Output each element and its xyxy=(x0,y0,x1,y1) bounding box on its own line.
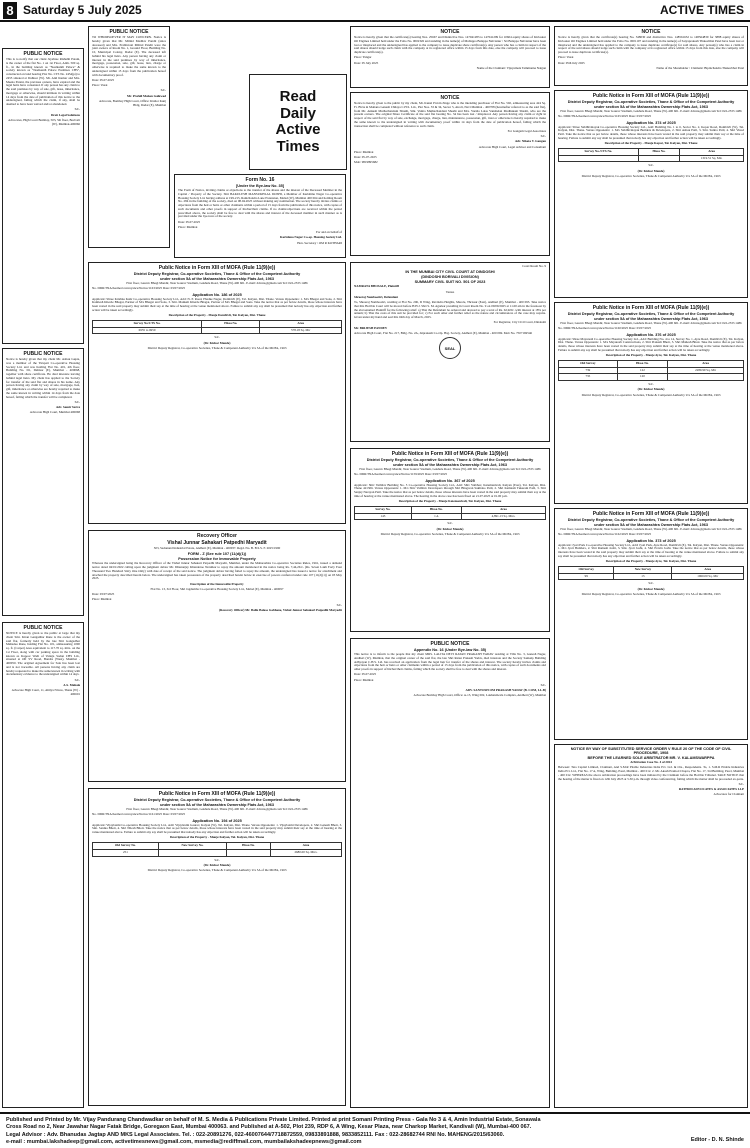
notice-sign: Sd/- xyxy=(648,382,654,387)
col-header: Hissa No. xyxy=(202,320,260,327)
property-table xyxy=(558,566,744,581)
notice-lawyer: For Gangam Legal Associates xyxy=(507,128,546,133)
notice-date: Date: 05-07-2025 xyxy=(354,155,377,160)
property-table xyxy=(558,148,744,163)
notice-address: Advocate, Bombay High Court, Office: Kishor Kunj Bldg, Dadar (E), Mumbai xyxy=(98,98,166,107)
notice-role: District Deputy Registrar, Co-operative Societies, Thane & Competent Authority U/s 5A of the MOFA, 1963 xyxy=(147,345,287,350)
notice-sign: Sd/- xyxy=(336,602,342,607)
notice-a10 xyxy=(88,788,346,1106)
notice-subtitle: [Under the Bye-law No. 35] xyxy=(235,184,285,188)
notice-body: This notice is to inform to the people that my client MRS. LALITA DEVI RATAN PRAKASH YADAV residing at Villa No. 3, Ganesh Nagar, Andheri (W), Mumbai, that the original owner of the said flat, the late Shri Ratan Prakash Yadav, died intestate and the Society Sankalp Building Adhyayan C.H.S. Ltd. has received an application from the legal heir for transfer of the shares and interest. The society hereby invites claims and objections from the heir or heirs or other claimants within a period of 15 days from the publication of this notice, with copies of such documents and other proofs in support of his/her/their claims, failing which the society shall be free to deal with the shares and interest. xyxy=(354,652,546,672)
notice-number: No. DDR/TNA/deemed conveyance/Notice/1162/2025 Date: 03/07/2025 xyxy=(558,532,652,537)
promo-line-3: Active xyxy=(275,121,321,138)
notice-body: Applicant: Shree Krishna Kutir Co-operative Housing Society Ltd., Add: N. P. Road, Phadke Nagar, Dombivli (E), Tal. Kalyan, Dist. Thane. Versus Opponents: 1. M/s Bhagat and Sons, 2. Shri Kamlesh Kherde Bhagat, Partner of M/s Bhagat and Sons, 3. Smt. Mankali Kherde Bhagat, Partner of M/s Bhagat and Sons. Take the notice that as per below details, those whose interests have been vested in the said property may submit their say at the time of hearing at the venue mentioned above. Failure to submit any say shall be presumed that nobody has any objection and further action will be taken accordingly. xyxy=(92,296,342,312)
col-header: Survey No./CTS No. xyxy=(559,148,639,155)
notice-application: Application No. 367 of 2025 xyxy=(425,478,475,483)
col-header: Old Survey xyxy=(559,566,614,573)
notice-name: (Dr. Kishor Mande) xyxy=(203,862,231,867)
notice-office-address: First floor, Gaurav Bhagi Mandir, Near Gaurav Stadium, Gokhale Road, Thane (W)-400 601. E-mail: ddr.tna@gmail.com Tel: 022-2533 1486 xyxy=(126,807,308,811)
table-cell: 1 A xyxy=(411,513,461,520)
notice-subtitle-2: under section 5A of the Maharashtra Ownership Flats Act, 1963 xyxy=(160,803,274,807)
registrar: For Registrar, City Civil Court, Dindoshi xyxy=(493,320,546,325)
notice-a7 xyxy=(350,92,550,256)
table-cell: 578.18 Sq. Mtr xyxy=(260,327,342,334)
notice-name: RATHOD ADVOCATES & ASSOCIATES LLP xyxy=(678,787,744,792)
versus: Versus xyxy=(445,289,455,294)
table-row xyxy=(559,573,744,580)
notice-application: Application No. 194 of 2025 xyxy=(192,818,242,823)
notice-role: District Deputy Registrar, Co-operative Societies, Thane & Competent Authority U/s 5A of the MOFA, 1963 xyxy=(581,392,721,397)
court-room: Court Room No. 9 xyxy=(522,264,546,268)
notice-title: PUBLIC NOTICE xyxy=(109,29,149,35)
court-title: IN THE MUMBAI CITY CIVIL COURT AT DINDOSHI xyxy=(405,270,495,275)
notice-a18 xyxy=(554,744,748,1108)
col-header: Old Survey xyxy=(559,360,618,367)
col-header: Hissa No. xyxy=(638,148,679,155)
notice-sign: Sd/- xyxy=(160,88,166,93)
notice-address: Advocates, High Court Bombay, 503, 5th floor, Borivali (W), Mumbai-400066 xyxy=(8,117,80,126)
notice-title: PUBLIC NOTICE xyxy=(23,351,63,357)
col-header: Survey No/CTS No. xyxy=(93,320,202,327)
notice-body: Applicant: Shree Siddhivinayak Co-operative Housing Society Ltd., Add: Building No. 1 to 6, Sector No. 2, Kopar Road, Dombivli (W), Tal. Kalyan, Dist. Thane. Versus Opponents: 1. M/s Siddhivinayak Builders & Developers, 2. Shri Ashok Patil, 3. Smt. Sunita Patil, 4. Shri Vinod Patil. Take the notice that as per below details, those whose interests have been vested in the said property may submit their say at the time of hearing. Failure to submit any say shall be presumed that nobody has any objection and further action will be taken accordingly. xyxy=(558,124,744,140)
notice-title: PUBLIC NOTICE xyxy=(23,51,63,57)
notice-body: Applicant: Jyoti Park Co-operative Housing Society Ltd., Add: Jyoti Park, Ayre Road, Dombivli (E), Tal. Kalyan, Dist. Thane. Versus Opponents: 1. M/s Jyoti Builders, 2. Shri Ramesh Joshi, 3. Smt. Jyoti Joshi, 4. Shri Pravin Joshi. Take the notice that as per below details, those whose interests have been vested in the said property may submit their say at the time of hearing at the venue mentioned above. Failure to submit any say shall be presumed that nobody has any objection and further action will be taken accordingly. xyxy=(558,542,744,558)
notice-address: Advocate High Court, Legal Advisor and Consultant xyxy=(478,144,546,149)
notice-office-address: First floor, Gaurav Bhagi Mandir, Near Gaurav Stadium, Gokhale Road, Thane (W)-400 601. E-mail: ddr.tna@gmail.com Tel: 022-2533 1486 xyxy=(359,467,541,471)
plaintiff: NAMRATA BHOSALE, Plaintiff xyxy=(354,284,399,289)
notice-title: NOTICE xyxy=(440,95,460,101)
notice-title: Recovery Officer xyxy=(196,533,238,539)
notice-name: (Dr. Kishor Mande) xyxy=(203,340,231,345)
notice-place: Place: Mumbai xyxy=(178,224,198,229)
notice-title: NOTICE BY WAY OF SUBSTITUTED SERVICE ORDER V RULE 20 OF THE CODE OF CIVIL PROCEDURE, 1908 xyxy=(570,747,732,755)
notice-title-2: Vishal Junnar Sahakari Patpedhi Maryadit xyxy=(167,540,267,546)
property-description: Description of the Property - Mauje Katemanivali, Tal. Kalyan, Dist. Thane xyxy=(398,499,502,504)
notice-sign: Sd/- xyxy=(447,521,453,526)
property-table xyxy=(92,842,342,857)
notice-subtitle-2: under section 5A of the Maharashtra Ownership Flats Act, 1963 xyxy=(594,105,708,109)
notice-sign: Sd/- xyxy=(74,677,80,682)
notice-name: Droit Legal Solutions xyxy=(51,112,80,117)
notice-sign: Sd/- xyxy=(74,107,80,112)
notice-a6 xyxy=(350,26,550,88)
court-seal: SEAL xyxy=(439,337,461,359)
table-cell: 735 xyxy=(559,374,618,381)
notice-subtitle-2: under section 5A of the Maharashtra Ownership Flats Act, 1963 xyxy=(160,277,274,281)
notice-a5 xyxy=(174,174,346,258)
notice-application: Application No. 374 of 2025 xyxy=(626,120,676,125)
notice-place: Place: Mumbai xyxy=(92,597,112,602)
notice-body: Applicant: Shree Mayuresh Co-operative Housing Society Ltd., Add: Building No. 4 to 14, Survey No. 1, Ayre Road, Dombivli (E), Tal. Kalyan, Dist. Thane. Versus Opponents: 1. M/s Mayuresh Constructions, 2. Shri Prakash Bhoir, 3. Shri Mahesh Bhoir. Take the notice that as per below details, those whose interests have been vested in the said property may submit their say at the time of hearing at the venue mentioned above. Failure to submit any say shall be presumed that nobody has any objection and further action will be taken accordingly. xyxy=(558,336,744,352)
property-table xyxy=(92,320,342,335)
property-description: Description of the Property - Mauje Kopar, Tal. Kalyan, Dist. Thane xyxy=(604,141,698,146)
table-cell xyxy=(559,155,639,162)
notice-a4 xyxy=(88,26,170,248)
col-header: Area xyxy=(461,506,545,513)
court-division: (DINDOSHI BORIVALI DIVISION) xyxy=(421,275,479,280)
notice-body: NOTICE is hereby given to the public at large that my client Smt. Kiran Gangadhar Rane is the owner of the said flat, formerly held by the late Shri Gangadhar Mahadeo Rane, holding Flat No. 101, admeasuring 1000 sq. ft. (Carpet) Area equivalent to 117.70 sq. mtrs. on the 1st Floor, along with car parking space in the building known as Kapoor Wadi of Vaiteja Sadan CHS Ltd., situated at Off SV Road, Bandra (West), Mumbai - 400050. The original Agreement for Sale has been lost and is not traceable. All persons having any claim are hereby requested to make the same known in writing with documentary evidence to the undersigned within 14 days. xyxy=(6,631,80,677)
notice-a13 xyxy=(350,638,550,1108)
table-cell: 4,891.13 Sq. Mtrs. xyxy=(461,513,545,520)
promo-line-4: Times xyxy=(276,137,320,155)
table-cell xyxy=(668,374,744,381)
page-header xyxy=(0,0,750,22)
notice-title: Public Notice in Form XIII of MOFA (Rule 11(9)(e)) xyxy=(158,265,276,271)
table-cell xyxy=(202,327,260,334)
notice-a1 xyxy=(2,48,84,344)
table-row xyxy=(93,849,342,856)
suit-number: SUMMARY CIVIL SUIT NO. 501 OF 2023 xyxy=(414,280,486,285)
notice-name: Mr. Prafull Mohan Gaikwad xyxy=(126,93,166,98)
table-cell: 6955 to 6959 xyxy=(93,327,202,334)
notice-body: Notice is hereby given that the certificate(s) bearing Nos. 25667 and Distinctive Nos. 147041283 to 147041299 for 10604 equity shares of Kirloskar Oil Engines Limited held under the Folio No. 0002326 and standing in the name(s) of Mallappa Balappa Nalvtanur / Sri Balappa Nalvtanur have been lost or misplaced and the undersigned has applied to the company to issue duplicate share certificate(s). Any person who has a claim in respect of the said shares should lodge such claim with the company at its registered office within 15 days from this date, else the company will proceed to issue duplicate certificate(s). xyxy=(354,35,546,55)
notice-role: District Deputy Registrar, Co-operative Societies, Thane & Competent Authority U/s 5A of the MOFA, 1963 xyxy=(581,591,721,596)
col-header: Hissa No. xyxy=(617,360,668,367)
notice-subtitle-2: under section 5A of the Maharashtra Ownership Flats Act, 1963 xyxy=(594,317,708,321)
property-table xyxy=(354,506,546,521)
col-header: New Survey xyxy=(614,566,672,573)
notice-title: Public Notice in Form XIII of MOFA (Rule 11(9)(e)) xyxy=(592,305,710,311)
notice-role: District Deputy Registrar, Co-operative Societies, Thane & Competent Authority U/s 5A of the MOFA, 1963 xyxy=(581,173,721,178)
notice-a16 xyxy=(554,302,748,504)
table-cell: 739 xyxy=(559,367,618,374)
notice-name: Name of the Claimant: Vijayamala Tammanna Nalgan xyxy=(476,65,546,70)
notice-place: Place: Mumbai xyxy=(354,677,374,682)
notice-name: (Dr. Kishor Mande) xyxy=(637,168,665,173)
table-cell: 2289.99 Sq. Mtr xyxy=(668,367,744,374)
notice-title: PUBLIC NOTICE xyxy=(430,641,470,647)
col-header: Hissa No. xyxy=(411,506,461,513)
property-table xyxy=(558,360,744,381)
notice-form: FORM - Z (See rule 107 (11(d)(1)) xyxy=(187,552,247,557)
property-detail: Flat No. 13, 3rd Floor, Shri Jagdamba Co-operative Housing Society Ltd., Malad (E), Mumbai - 400097 xyxy=(150,586,284,591)
notice-body: This is to notify that our client Jayshree Rishabh Patani, is the owner of the flat No. 1 on 1st Floor, Adm. 500 sq. ft., in the building known as "Neelkanth Palace" & society known as "Neelkanth Palace Premises CHS", constructed on land bearing Plot No. CTS No. 2454(pt) to 2455 situated at Dahisar (W). Mr. Anil Kumar and Mrs. Meena Patani, the previous owners, have expired and the legal heirs have consented. If any person has any claim to the said premises by way of sale, gift, lease, inheritance, mortgage or otherwise, should intimate in writing within 14 days from the date of publication of this notice to the undersigned, failing which the claim, if any, shall be deemed to have been waived and/or abandoned. xyxy=(6,57,80,107)
issue-date: Saturday 5 July 2025 xyxy=(23,3,142,17)
notice-office-address: First floor, Gaurav Bhagi Mandir, Near Gaurav Stadium, Gokhale Road, Thane (W)-400 601. E-mail: ddr.tna@gmail.com Tel: 022-2533 1486 xyxy=(560,109,742,113)
notice-body: TO WHOMSOEVER IT MAY CONCERN. Notice is hereby given that Mr. Milind Madhav Pandit (since deceased) and Mrs. Prabhavati Milind Pandit were the joint owners of Room No. 1, Ground Floor, Building No. 10, Municipal Colony, Dadar (E). The deceased left behind his legal heirs. Any person having any claim or interest in the said premises by way of inheritance, mortgage, possession, sale, gift, lease, lien, charge or otherwise is required to make the same known to the undersigned within 15 days from the publication hereof with documentary proof. xyxy=(92,35,166,77)
notice-secretary: Hon. Secretary / OM R KOTHARI xyxy=(297,240,342,245)
notice-sign: Sd/- xyxy=(74,399,80,404)
notice-place: Place: Vasai xyxy=(92,83,108,88)
notice-name: Name of the Shareholder / Claimant: Bipinchandra Thakorbhai Patel xyxy=(656,65,744,70)
notice-role: District Deputy Registrar, Co-operative Societies, Thane & Competent Authority U/s 5A of the MOFA, 1963 xyxy=(380,531,520,536)
notice-body: Applicant: Vijaylaxmi Co-operative Housing Society Ltd., Add: Vijaylaxmi Gaurav, Kalyan (W), Tal. Kalyan, Dist. Thane. Versus Opponents: 1. Vijaylaxmi Developers, 2. Shri Ganesh Bhoir, 3. Smt. Sanika Bhoir, 4. Shri Nilesh Bhoir. Take the notice that as per below details, those whose interests have been vested in the said property may submit their say at the time of hearing at the venue mentioned above. Failure to submit any say shall be presumed that nobody has any objection and further action will be taken accordingly. xyxy=(92,822,342,835)
notice-name: Adv. Niketa V. Gangan xyxy=(514,139,546,144)
publisher-footer xyxy=(0,1112,750,1148)
notice-title: NOTICE xyxy=(641,29,661,35)
table-cell: 99 xyxy=(559,573,614,580)
notice-office-address: First floor, Gaurav Bhagi Mandir, Near Gaurav Stadium, Gokhale Road, Thane (W)-400 601. E-mail: ddr.tna@gmail.com Tel: 022-2533 1486 xyxy=(560,321,742,325)
col-header: Survey No. xyxy=(355,506,412,513)
col-header: Hissa No. xyxy=(227,843,271,850)
notice-subtitle: District Deputy Registrar, Co-operative Societies, Thane & Office of the Competent Authority xyxy=(366,458,534,462)
notice-subtitle: District Deputy Registrar, Co-operative Societies, Thane & Office of the Competent Authority xyxy=(567,100,735,104)
masthead-name: ACTIVE TIMES xyxy=(659,3,744,17)
notice-number: No. DDR/TNA/deemed conveyance/Notice/1159/2025 Date: 03/07/2025 xyxy=(354,472,448,477)
col-header: Old Survey No. xyxy=(93,843,159,850)
notice-place: Place: Mumbai xyxy=(354,149,374,154)
notice-date: Date: 05.07.2025 xyxy=(92,77,115,82)
page-number: 8 xyxy=(3,2,17,19)
notice-sign: For and on behalf of xyxy=(315,230,342,235)
notice-subtitle: BEFORE THE LEARNED SOLE ARBITRATOR MR. V. KALAMSWARPPA xyxy=(587,756,715,760)
col-header: Area xyxy=(270,843,341,850)
footer-line-3: Legal Advisor : Adv. Bhanudas Jagtap AND MKS Legal Associates. Tel. : 022-20891276, 022-46007644/7718872559, 09833891888, 9833852111. Fax : 022-28682744 RNI No. MAHENG/2015/63060. xyxy=(6,1131,505,1138)
defendant: Shreeraj Nambootiri, Defendant xyxy=(354,294,399,299)
notice-a17 xyxy=(554,508,748,740)
table-cell: 2680.00 Sq. Mtrs. xyxy=(270,849,341,856)
notice-sign: Sd/- xyxy=(214,857,220,862)
notice-body: Notice is hereby given to the public by my client, Mr. Kunal Pravin Zinge who is the intending purchaser of Flat No. 502, admeasuring area 424 Sq. Ft. BUA in Mohana Ganesh Chhaya C.H.S. Ltd., Plot Nos. 33 & 34, Sector 5, Airoli, Navi Mumbai - 400708 (hereinafter referred to as the said flat), from Mr. Ankush Muthachandani Shashi, Smt. Vanita Muthachandani Shashi and Mrs. Varsha Lalas Vanshelan Madhukant Shashi, who are the present owners. The original Share Certificate of the said flat bearing No. 34 has been lost / misplaced. Any person having any claim or right in respect of the said flat by way of sale, exchange, mortgage, charge, lien, maintenance, possession, gift, trust or otherwise is hereby required to make the same known to the undersigned in writing with documentary proof within 14 days from the date of publication hereof, failing which the transaction shall be completed without reference to such claim. xyxy=(354,101,546,128)
table-row xyxy=(559,367,744,374)
notice-a8 xyxy=(88,262,346,524)
notice-body: To, Shreeraj Nambootiri, residing at Flat No. 206, D Wing, Ravindra Heights, Marole, Thrissur (East), Andheri (E), Mumbai - 400 093. Take notice that this Hon'ble Court will be moved before H.H.J. Shri S. M. Agarkar presiding in Court Room No. 9 on 09/09/2025 at 11.00 am in the forenoon by the abovenamed Plaintiff for the following relief: a) That the Defendant be ordered and decreed to pay a total of Rs. 62,920/- with interest at 18% per annum; b) That the costs of this suit be provided for; c) For such other and further relief as the nature and circumstances of the case may require. Given under my hand and seal this 04th day of March, 2025. xyxy=(354,300,546,320)
table-cell: 120 xyxy=(617,374,668,381)
notice-subtitle: District Deputy Registrar, Co-operative Societies, Thane & Office of the Competent Authority xyxy=(567,518,735,522)
notice-date: Date: 05.07.2025 xyxy=(178,219,201,224)
notice-date: Date: 05th July 2025 xyxy=(558,60,585,65)
property-description: Description of the Immovable Property xyxy=(190,581,244,586)
notice-body: Applicant: Shiv Vaibhav Building No. 5 Co-operative Housing Society Ltd., Add: Shiv Vaibhav, Katemanivali, Kalyan (East), Tal. Kalyan, Dist. Thane 421306. Versus Opponents: 1. M/s Shiv Vaibhav Developers through Shri Bhagwan Sukhdeo Patil, 2. Shri Kamlesh Tukaram Patil, 3. Shri Sanjay Narayan Patil. Take the notice that as per below details, those whose interests have been vested in the said property may submit their say at the time of hearing at the venue mentioned above. The hearing in the above case has been fixed on 21.07.2025 at 01.00 p.m. xyxy=(354,482,546,498)
notice-place: Place: Yangar xyxy=(354,55,372,60)
promo-line-1: Read xyxy=(279,88,317,105)
promo-read-daily-active-times xyxy=(249,74,347,170)
notice-address: Advocate High Court, Mumbai 400068 xyxy=(29,410,80,415)
case-number: Arbitration Case No. 4 of 2024 xyxy=(630,760,672,764)
table-cell: 1960.00 Sq. Mtr xyxy=(672,573,744,580)
notice-date: Date: 05 July 2025 xyxy=(354,60,379,65)
notice-a12 xyxy=(350,448,550,632)
notice-subtitle-2: under section 5A of the Maharashtra Ownership Flats Act, 1963 xyxy=(393,463,507,467)
notice-application: Application No. 373 of 2025 xyxy=(626,538,676,543)
notice-number: No. DDR/TNA/deemed conveyance/Notice/1160/2025 Date: 03/07/2025 xyxy=(558,326,652,331)
notice-role: (Recovery Officer) Mr. Ballu Balaso Gabhane, Vishal Junnar Sahakari Patpedhi Maryadit xyxy=(219,607,342,612)
notice-subtitle: Possession Notice for Immovable Property xyxy=(178,557,256,562)
table-cell: 1319.51 Sq. Mtr. xyxy=(680,155,744,162)
advocate-address: Advocate High Court, Flat No. 217, Bldg. No. 2A, Jaiprakash Co-Op. Hsg. Society, Andheri (E), Mumbai - 400 069. Mob No. 7507169546 xyxy=(354,330,533,335)
notice-a15 xyxy=(554,90,748,298)
col-header: Area xyxy=(672,566,744,573)
notice-date: Date: 03/07/2025 xyxy=(92,592,115,597)
notice-date: Date: 05.07.2025 xyxy=(354,672,377,677)
notice-mobile: Mob: 9819895682 xyxy=(354,160,378,165)
notice-title: Public Notice in Form XIII of MOFA (Rule 11(9)(e)) xyxy=(592,511,710,517)
notice-body: Whereas the undersigned being the Recovery Officer of the Vishal Junnar Sahakari Patpedhi Maryadit, Mumbai, under the Maharashtra Co-operative Societies Rules, 1961, issued a demand notice dated 04/01/2022 calling upon the judgment debtor Mr. Dhananjay Khanderao Nerulkar to repay the amount mentioned in the notice being Rs. 7,44,261/- (Rs. Seven Lakh Forty Four Thousand Two Hundred Sixty One Only) with date of receipt of the said notice. The judgment debtor having failed to repay the amount, the undersigned has issued a notice for attachment and attached the property described herein below. The undersigned has taken possession of the property described herein below in exercise of powers conferred under rule 107 (11(d)(1)) on 03 May 2025. xyxy=(92,561,342,581)
table-row xyxy=(355,513,546,520)
table-cell xyxy=(158,849,226,856)
notice-a2 xyxy=(2,348,84,616)
notice-place: Place: Vasai xyxy=(558,55,574,60)
table-cell xyxy=(227,849,271,856)
notice-name: A.S. Mahale xyxy=(63,682,80,687)
col-header: Area xyxy=(668,360,744,367)
notice-sign: Sd/- xyxy=(648,581,654,586)
notice-a9 xyxy=(88,530,346,782)
notice-title: Public Notice in Form XIII of MOFA (Rule 11(9)(e)) xyxy=(592,93,710,99)
notice-subtitle: District Deputy Registrar, Co-operative Societies, Thane & Office of the Competent Authority xyxy=(133,798,301,802)
notice-a14 xyxy=(554,26,748,86)
footer-line-2: Cross Road no 2, Near Jawahar Nagar Fatak Bridge, Goregaon East, Mumbai 400063. and Published at A-502, Plot 239, RDP 6, A Wing, Kesar Plaza, near Charkop Market, Kandivali (W), Mumbai-400 067. xyxy=(6,1124,532,1131)
property-description: Description of the Property - Mauje Ayre, Tal. Kalyan, Dist. Thane xyxy=(605,353,697,358)
notice-sign: Sd/- xyxy=(540,134,546,139)
table-row xyxy=(93,327,342,334)
table-cell: 143 xyxy=(355,513,412,520)
notice-name: (Dr. Kishor Mande) xyxy=(637,586,665,591)
property-description: Description of the Property - Mauje Ayre, Tal. Kalyan, Dist. Thane xyxy=(605,559,697,564)
notice-office-address: 503, Sadanand Industrial Estate, Andheri (E), Mumbai - 400037. Regd. No. B. B.S.S. F. 2025/1990 xyxy=(153,546,281,550)
col-header: Area xyxy=(680,148,744,155)
notice-application: Application No. 376 of 2025 xyxy=(626,332,676,337)
notice-body: Notice is hereby given that the certificate(s) bearing No. 348030 and distinctive Nos. 148561632 to 148564839 for 3888 equity shares of Kirloskar Oil Engines Limited held under the Folio No. 0001107 and standing in the name(s) of Satyaprakash Thakorbhai Patel have been lost or misplaced and the undersigned has applied to the company to issue duplicate certificate(s) for said shares. Any person(s) who has a claim in respect of the said shares should lodge such claim with the company at its registered office within 15 days from this date, else the company will proceed to issue duplicate certificate(s). xyxy=(558,35,744,55)
notice-sign: Sd/- xyxy=(540,682,546,687)
notice-sign: Sd/- xyxy=(214,335,220,340)
notice-office-address: First floor, Gaurav Bhagi Mandir, Near Gaurav Stadium, Gokhale Road, Thane (W)-400 601. E-mail: ddr.tna@gmail.com Tel: 022-2533 1486 xyxy=(126,281,308,285)
notice-number: No. DDR/TNA/deemed conveyance/Notice/1165/2025 Date: 03/07/2025 xyxy=(558,114,652,119)
advocate-name: Mr. BRIJESH PANDEY xyxy=(354,325,388,330)
table-row xyxy=(559,155,744,162)
notice-address: Advocate Bombay High Court, Office: A-13, Wing 002, Lokhandwala Complex, Andheri (W), Mumbai xyxy=(413,693,546,698)
notice-role: District Deputy Registrar, Co-operative Societies, Thane & Competent Authority U/s 5A of the MOFA, 1963 xyxy=(147,868,287,873)
notice-title: Public Notice in Form XIII of MOFA (Rule 11(9)(e)) xyxy=(391,451,509,457)
notice-body: Between: Tata Capital Limited, Claimant, And S.M.R Pitable Industries India Pvt. Ltd. & Ors., Respondents. To, 1. S.M.R Pitable Industries India Pvt. Ltd., Flat No. 17 A, Wing, Building, Parel, Mumbai - 400 012. 2. Mr. Akash Pramod Chopra, Flat No. 17, 3rd Building, Parel, Mumbai - 400 012. WHEREAS the above Arbitration proceedings have been initiated by the Claimant before the Hon'ble Tribunal. TAKE NOTICE that the hearing of the matter is fixed on 12th July 2025 at 5.30 p.m. through video conferencing, failing which the matter shall be proceeded ex-parte. xyxy=(558,765,744,781)
col-header: Area xyxy=(260,320,342,327)
notice-a3 xyxy=(2,622,84,1108)
footer-line-1: Published and Printed by Mr. Vijay Pandurang Chandwadkar on behalf of M. S. Media & Publications Private Limited. Printed at print Somani Printing Press - Gala No 3 & 4, Amin Industrial Estate, Sonawala xyxy=(6,1117,541,1123)
notice-subtitle: District Deputy Registrar, Co-operative Societies, Thane & Office of the Competent Authority xyxy=(567,312,735,316)
notice-title: PUBLIC NOTICE xyxy=(23,625,63,631)
notice-name: Karishma Nagar Co-op. Housing Society Ltd. xyxy=(279,235,342,240)
notice-sign: Sd/- xyxy=(648,163,654,168)
notice-number: No. DDR/TNA/deemed conveyance/Notice/1163/2025 Date: 03/07/2025 xyxy=(92,286,186,291)
notice-subtitle: District Deputy Registrar, Co-operative Societies, Thane & Office of the Competent Authority xyxy=(133,272,301,276)
footer-editor: Editor - D. N. Shinde xyxy=(690,1136,744,1143)
notice-office-address: First floor, Gaurav Bhagi Mandir, Near Gaurav Stadium, Gokhale Road, Thane (W)-400 601. E-mail: ddr.tna@gmail.com Tel: 022-2533 1486 xyxy=(560,527,742,531)
notice-role: Advocates for Claimant xyxy=(713,792,744,797)
property-description: Description of the Property - Mauje Kalyan, Tal. Kalyan, Dist. Thane xyxy=(169,835,265,840)
notice-name: (Dr. Kishor Mande) xyxy=(436,526,464,531)
promo-line-2: Daily xyxy=(280,104,316,122)
col-header: New Survey No. xyxy=(158,843,226,850)
notice-subtitle-2: under section 5A of the Maharashtra Ownership Flats Act, 1963 xyxy=(594,523,708,527)
table-cell: 251 xyxy=(93,849,159,856)
notice-title: Form No. 16 xyxy=(245,177,275,183)
notice-name: Adv. Samir Surve xyxy=(55,405,80,410)
notice-body: Notice is hereby given that my client Mr. Ashok Gupta, was a member of the Tirupati Co-operative Housing Society Ltd. and was holding Flat No. 401, 4th floor, Building No. D1, Dahisar (E), Mumbai - 400068, together with share certificate. He died intestate leaving behind legal heirs. My client has applied to the Society for transfer of the said flat and shares in his name. Any person having any claim by way of sale, mortgage, lien, gift, inheritance or otherwise are hereby required to make the same known in writing within 14 days from the date hereof, failing which the transfer will be completed. xyxy=(6,357,80,399)
property-description: Description of the Property - Mauje Dombivli, Tal. Kalyan, Dist. Thane xyxy=(168,313,266,318)
notice-subtitle: Appendix No. 16 (Under Bye-law No. 35) xyxy=(413,648,487,652)
notice-address: Advocate High Court, 11, Ahilya Niwas, Thane (W) - 400601 xyxy=(11,688,80,696)
notice-number: No. DDR/TNA/deemed conveyance/Notice/1161/2025 Date: 03/07/2025 xyxy=(92,812,186,817)
notice-a11 xyxy=(350,262,550,442)
table-cell: 13 xyxy=(614,573,672,580)
notice-body: The Form of Notice, inviting claims or objections to the transfer of the shares and the interest of the Deceased Member in the Capital / Property of the Society. Shri BAKULESH MANSUKHLAL DOSHI, a Member of Karishma Nagar Co-operative Housing Society Ltd. having address at 199-215, Ramchandra Lane Extension, Malad (W), Mumbai 400 064 and holding Room No. 284 in the building of the society, died on 08.04.2025 without making any nomination. The society hereby invites claims or objections from the heir or heirs or other claimants within a period of 15 days from the publication of this notice, with copies of such documents and other proofs in support of his/her/their claims. If no claims/objections are received within the period prescribed above, the society shall be free to deal with the shares and interest of the deceased member in such manner as is provided under the bye-laws of the society. xyxy=(178,188,342,219)
notice-sign: Sd/- xyxy=(738,781,744,786)
notice-name: (Dr. Kishor Mande) xyxy=(637,387,665,392)
notice-title: Public Notice in Form XIII of MOFA (Rule 11(9)(e)) xyxy=(158,791,276,797)
table-row xyxy=(559,374,744,381)
table-cell: 122 xyxy=(617,367,668,374)
notice-name: ADV. SANTOSH OM PRAKASH YADAV (B. COM, LL.B) xyxy=(465,688,546,693)
footer-line-4: e-mail : mumbai.lakshadeep@gmail.com, activetimesnews@gmail.com, msmedia@rediffmail.com, mumbailakshadeepnews@gmail.com xyxy=(6,1139,362,1146)
notice-title: NOTICE xyxy=(440,29,460,35)
notice-application: Application No. 186 of 2025 xyxy=(192,292,242,297)
table-cell xyxy=(638,155,679,162)
